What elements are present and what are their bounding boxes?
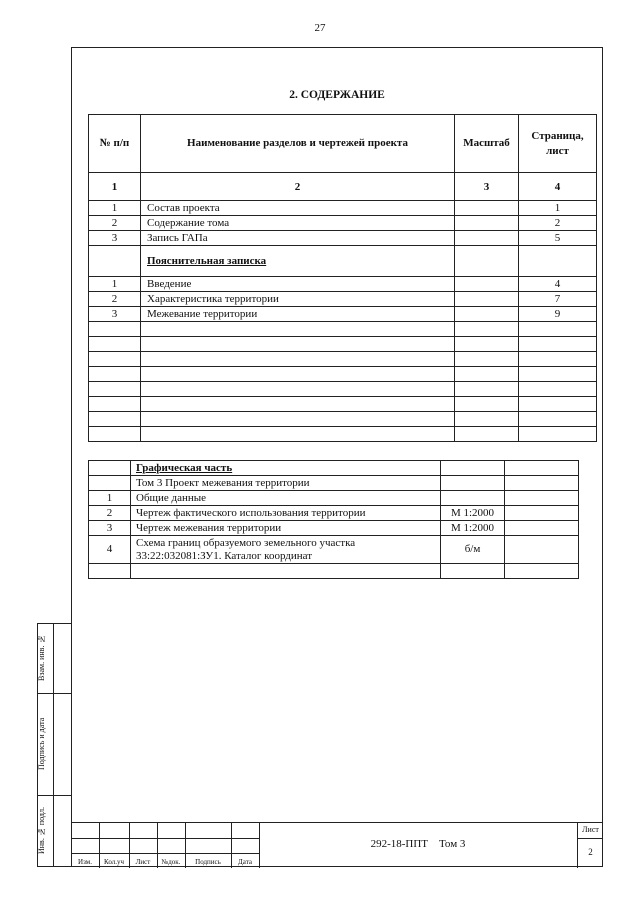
row-number: 3	[89, 231, 141, 246]
empty-row	[89, 412, 597, 427]
header-name: Наименование разделов и чертежей проекта	[141, 115, 455, 173]
table-row	[89, 201, 597, 216]
empty-row	[89, 427, 597, 442]
row-name: Общие данные	[131, 491, 441, 506]
empty-row	[89, 337, 597, 352]
row-name: Состав проекта	[141, 201, 455, 216]
col-number: 1	[89, 173, 141, 201]
stamp-col-label: Кол.уч	[104, 858, 124, 866]
row-name: Введение	[141, 277, 455, 292]
empty-row	[89, 322, 597, 337]
section-row	[89, 246, 597, 277]
row-page: 1	[519, 201, 597, 216]
sheet-label: Лист	[582, 825, 599, 834]
row-name: Характеристика территории	[141, 292, 455, 307]
row-number: 4	[89, 536, 131, 564]
header-scale: Масштаб	[455, 115, 519, 173]
side-label-replace-inv: Взам. инв. №	[37, 634, 46, 682]
row-name-line1: Схема границ образуемого земельного участка	[136, 536, 356, 549]
row-page: 7	[519, 292, 597, 307]
row-scale	[455, 277, 519, 292]
row-scale: М 1:2000	[441, 506, 505, 521]
page-number: 27	[314, 22, 326, 34]
row-name	[131, 536, 441, 564]
page-title: 2. СОДЕРЖАНИЕ	[289, 89, 385, 101]
row-scale	[455, 216, 519, 231]
row-scale	[455, 307, 519, 322]
empty-row	[89, 397, 597, 412]
empty-row	[89, 352, 597, 367]
sheet-number: 2	[588, 847, 593, 857]
header-number: № п/п	[89, 115, 141, 173]
stamp-col-label: №док.	[161, 858, 181, 866]
row-name-line2: 33:22:032081:ЗУ1. Каталог координат	[136, 549, 313, 562]
row-name: Межевание территории	[141, 307, 455, 322]
contents-table	[88, 114, 597, 442]
empty-row	[89, 382, 597, 397]
empty-row	[89, 564, 579, 579]
row-scale	[455, 292, 519, 307]
graphics-heading: Графическая часть	[136, 462, 233, 474]
row-name: Чертеж межевания территории	[131, 521, 441, 536]
row-number: 1	[89, 277, 141, 292]
table-header-row	[89, 115, 597, 173]
side-label-inv-original: Инв. № подл.	[37, 807, 46, 855]
row-number: 1	[89, 201, 141, 216]
row-scale: М 1:2000	[441, 521, 505, 536]
table-row	[89, 292, 597, 307]
row-name: Содержание тома	[141, 216, 455, 231]
col-number: 4	[519, 173, 597, 201]
row-scale	[455, 201, 519, 216]
table-row	[89, 231, 597, 246]
subtitle-row	[89, 476, 579, 491]
row-scale	[455, 231, 519, 246]
header-page: Страница, лист	[519, 115, 597, 173]
empty-row	[89, 367, 597, 382]
table-row	[89, 216, 597, 231]
col-number: 3	[455, 173, 519, 201]
stamp-col-label: Лист	[135, 858, 151, 866]
row-scale	[441, 491, 505, 506]
table-row	[89, 491, 579, 506]
stamp-col-label: Дата	[238, 858, 252, 866]
row-number: 2	[89, 292, 141, 307]
row-page: 5	[519, 231, 597, 246]
stamp-col-label: Подпись	[195, 858, 221, 866]
stamp-col-label: Изм.	[78, 858, 92, 866]
row-number: 1	[89, 491, 131, 506]
row-page: 2	[519, 216, 597, 231]
table-row	[89, 506, 579, 521]
col-number: 2	[141, 173, 455, 201]
side-label-signature-date: Подпись и дата	[37, 717, 46, 771]
document-code: 292-18-ППТ Том 3	[370, 838, 466, 850]
section-row	[89, 461, 579, 476]
table-row	[89, 277, 597, 292]
row-name: Чертеж фактического использования территории	[131, 506, 441, 521]
graphics-table	[88, 460, 579, 579]
row-number: 2	[89, 216, 141, 231]
row-page: 9	[519, 307, 597, 322]
row-number: 2	[89, 506, 131, 521]
row-number: 3	[89, 307, 141, 322]
table-row	[89, 521, 579, 536]
table-row	[89, 536, 579, 564]
section-heading: Пояснительная записка	[147, 255, 267, 267]
row-name: Запись ГАПа	[141, 231, 455, 246]
stamp-row-line	[577, 838, 603, 839]
graphics-subtitle: Том 3 Проект межевания территории	[131, 476, 441, 491]
row-scale: б/м	[441, 536, 505, 564]
row-page: 4	[519, 277, 597, 292]
column-numbers-row	[89, 173, 597, 201]
row-number: 3	[89, 521, 131, 536]
table-row	[89, 307, 597, 322]
side-divider	[53, 623, 54, 867]
